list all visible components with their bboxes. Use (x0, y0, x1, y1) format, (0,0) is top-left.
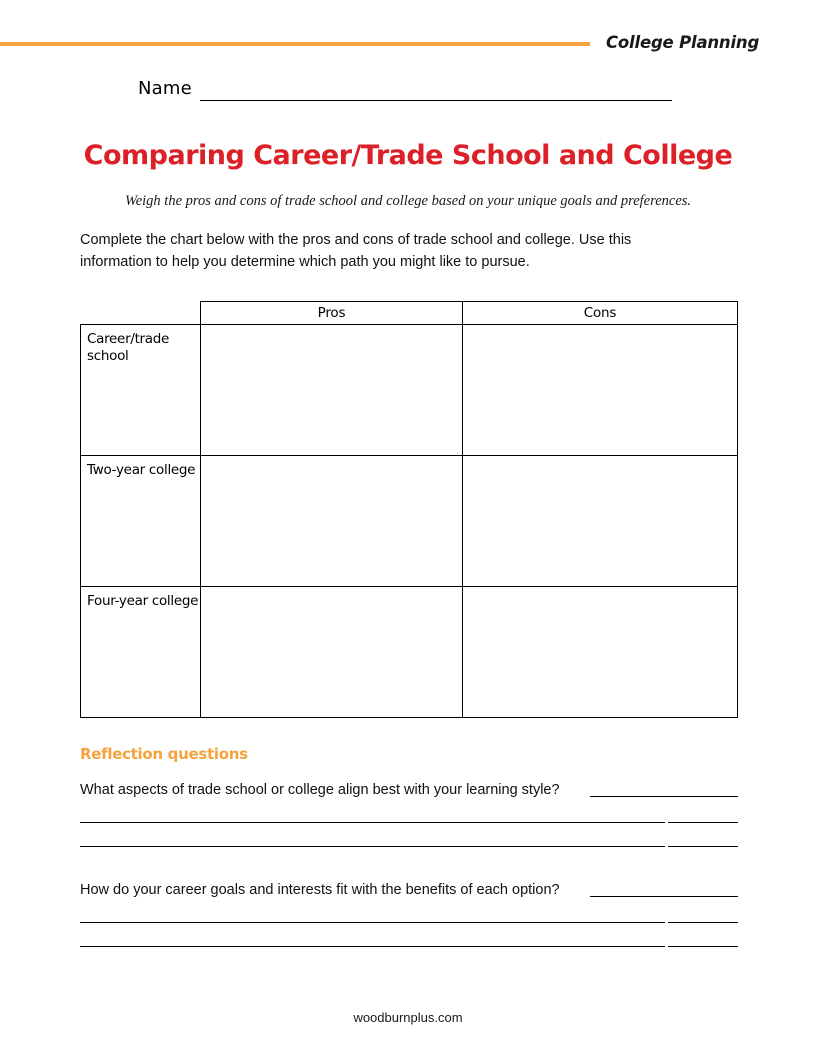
page-title: Comparing Career/Trade School and College (83, 140, 733, 171)
question-1-text-row (80, 781, 738, 799)
row-label-two-year-college: Two-year college (81, 456, 201, 587)
reflection-heading: Reflection questions (80, 745, 248, 763)
cell-two-year-college-cons[interactable] (463, 456, 738, 587)
cell-four-year-college-cons[interactable] (463, 587, 738, 718)
table-header-row (81, 302, 738, 325)
name-field-row (138, 78, 698, 104)
question-2-text: How do your career goals and interests fit with the benefits of each option? (80, 882, 560, 898)
question-1-answer-line-1[interactable] (590, 796, 738, 797)
table-corner-cell (81, 302, 201, 325)
cell-two-year-college-pros[interactable] (201, 456, 463, 587)
table-row (81, 325, 738, 456)
cell-career-trade-school-pros[interactable] (201, 325, 463, 456)
header-orange-rule (0, 42, 590, 46)
question-2-answer-line-1[interactable] (590, 896, 738, 897)
comparison-table (80, 301, 738, 718)
column-header-pros: Pros (201, 302, 463, 325)
instructions-text: Complete the chart below with the pros and cons of trade school and college. Use this information to help you determine which path you might like to pursue. (80, 232, 632, 270)
name-input-line[interactable] (200, 100, 672, 101)
row-label-four-year-college: Four-year college (81, 587, 201, 718)
cell-career-trade-school-cons[interactable] (463, 325, 738, 456)
question-1-answer-line-2[interactable] (80, 822, 665, 823)
page-subtitle: Weigh the pros and cons of trade school and college based on your unique goals and preferences. (124, 193, 692, 209)
table-row (81, 456, 738, 587)
question-2-answer-line-3[interactable] (80, 946, 665, 947)
reflection-question-1 (80, 781, 738, 847)
question-1-text: What aspects of trade school or college align best with your learning style? (80, 782, 560, 798)
section-label: College Planning (606, 33, 760, 52)
reflection-question-2 (80, 881, 738, 947)
question-2-answer-line-2[interactable] (80, 922, 665, 923)
cell-four-year-college-pros[interactable] (201, 587, 463, 718)
question-2-text-row (80, 881, 738, 899)
page-header (0, 33, 816, 57)
column-header-cons: Cons (463, 302, 738, 325)
row-label-career-trade-school: Career/trade school (81, 325, 201, 456)
name-label: Name (138, 78, 192, 99)
question-1-answer-line-3[interactable] (80, 846, 665, 847)
footer-site-url: woodburnplus.com (353, 1010, 463, 1025)
table-row (81, 587, 738, 718)
